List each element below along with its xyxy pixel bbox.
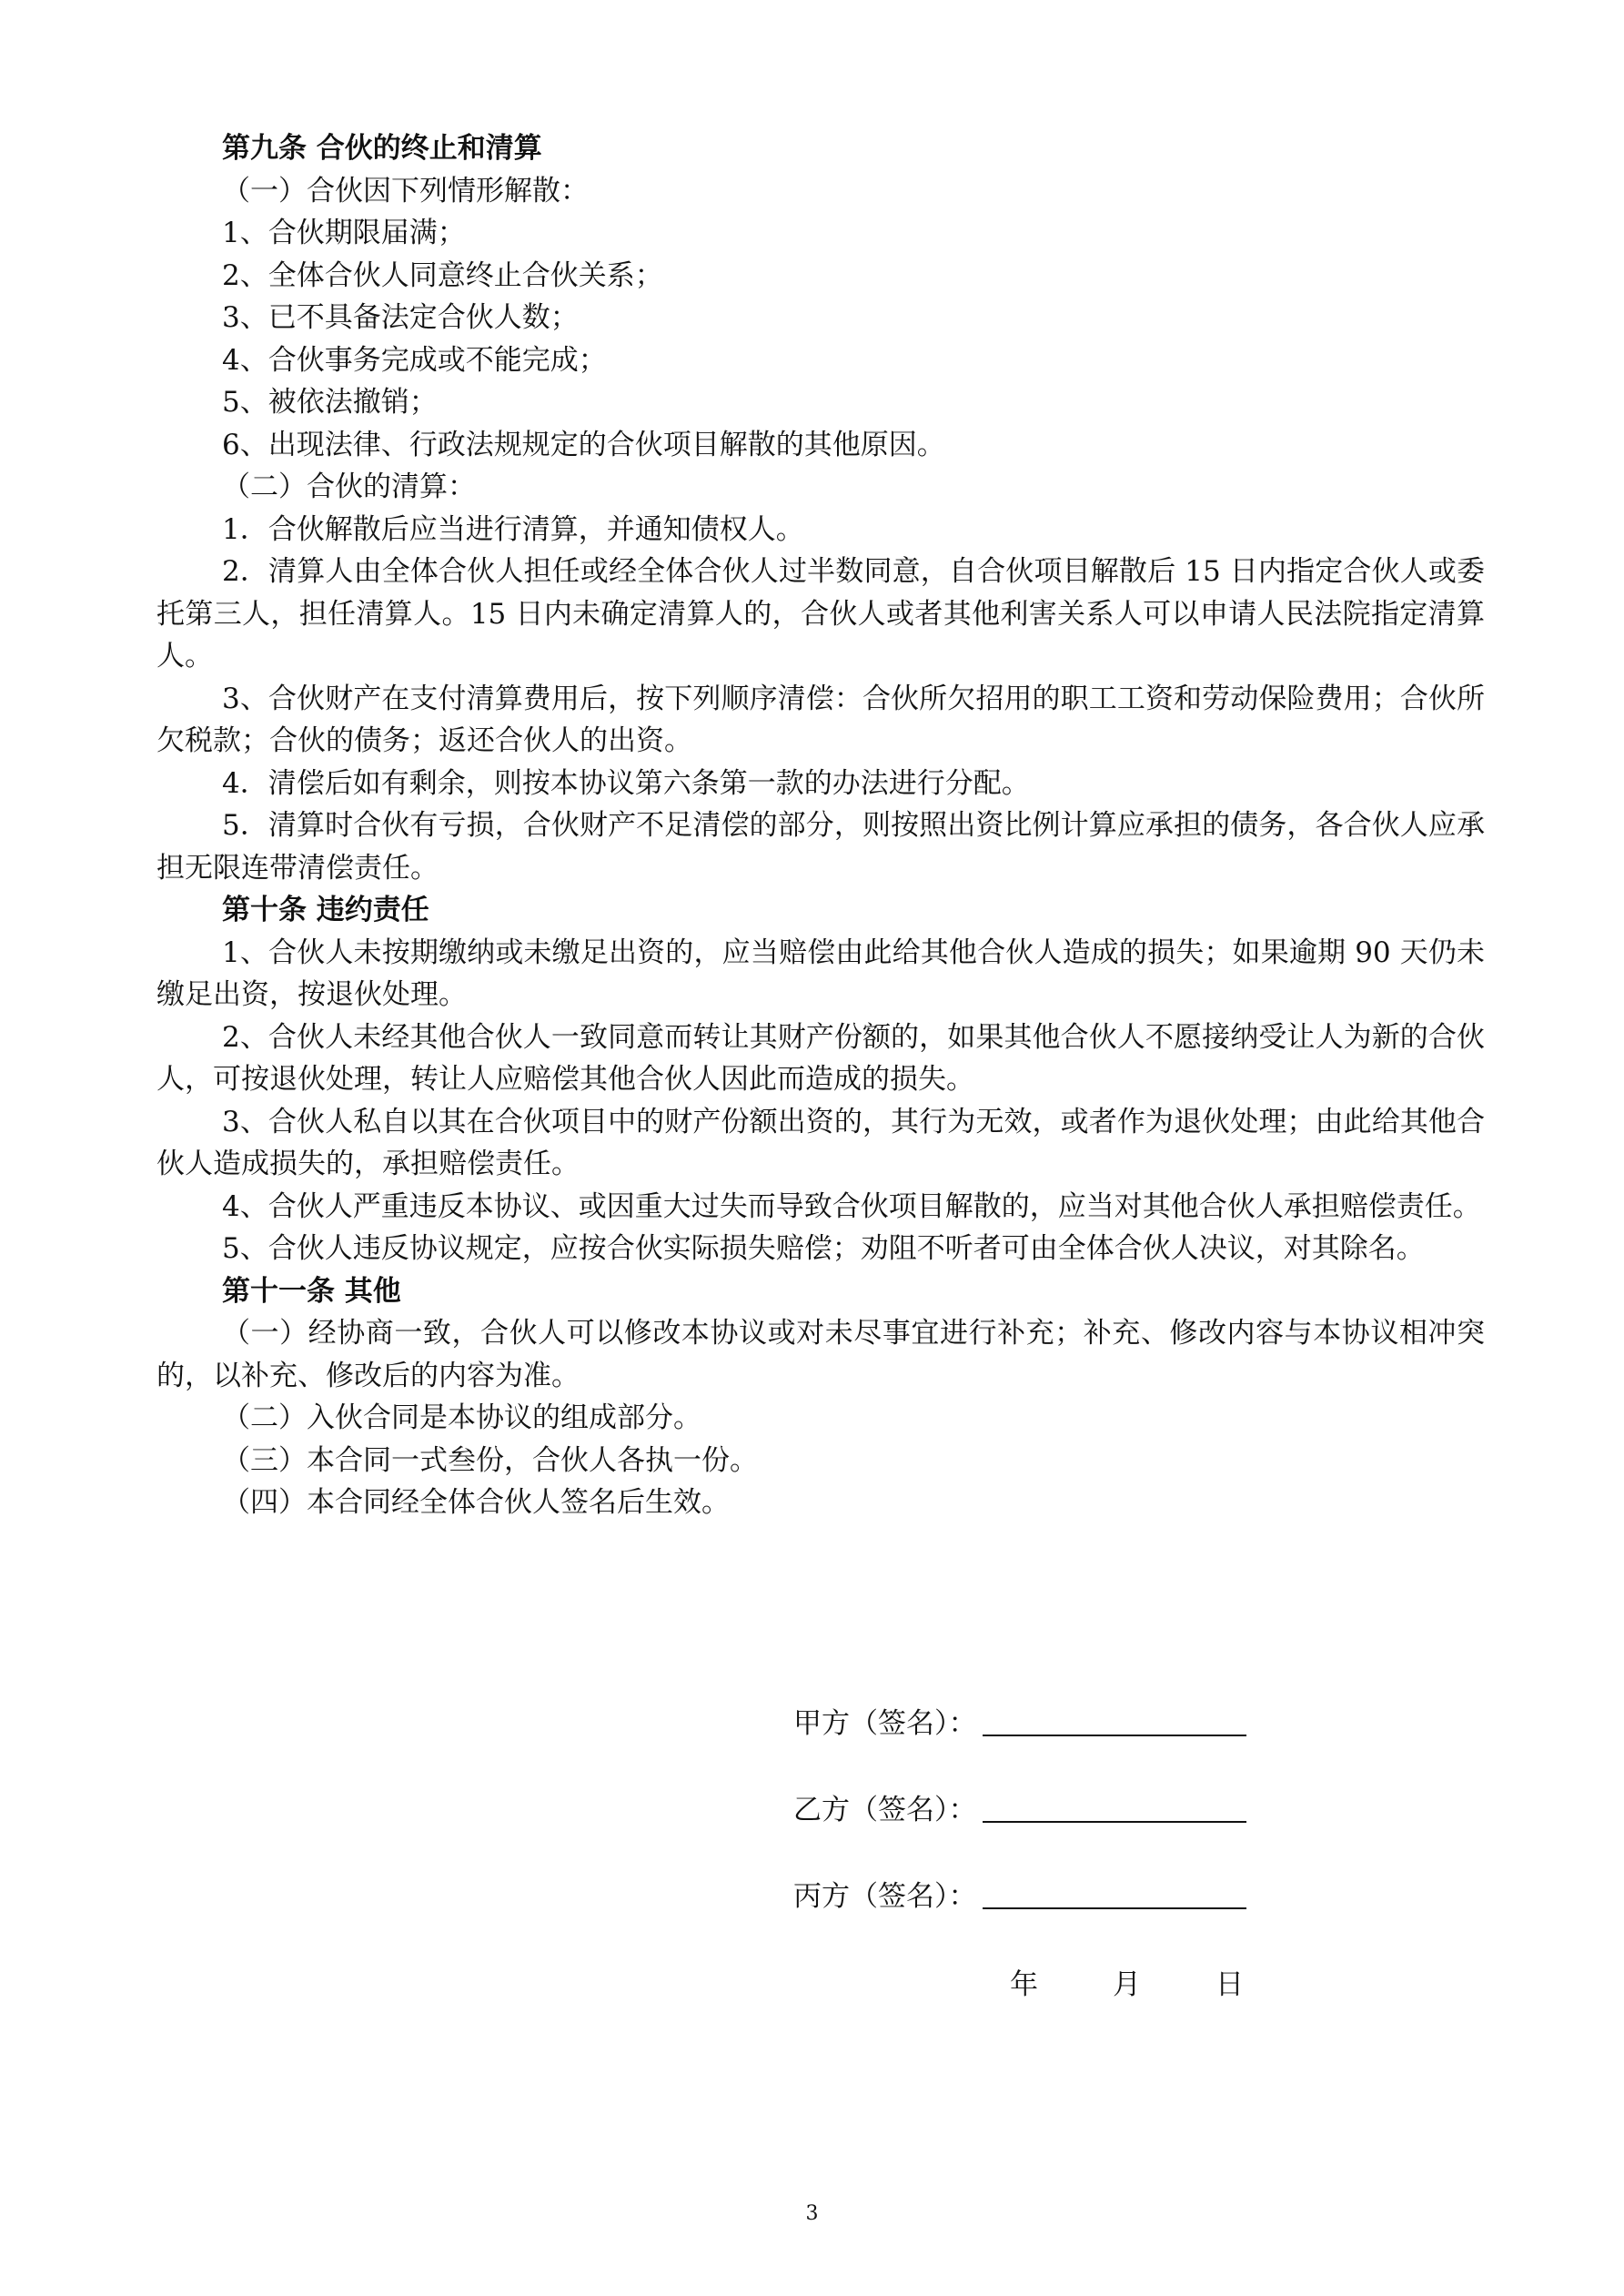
article-9-item: 5．清算时合伙有亏损，合伙财产不足清偿的部分，则按照出资比例计算应承担的债务，各合伙人应承担无限连带清偿责任。 (156, 809, 1485, 885)
article-9-item: 4．清偿后如有剩余，则按本协议第六条第一款的办法进行分配。 (222, 766, 1030, 800)
signing-date (1010, 1961, 1244, 2002)
date-day-label: 日 (1215, 1968, 1244, 2001)
article-9-item: 1．合伙解散后应当进行清算，并通知债权人。 (222, 512, 804, 546)
signature-row-party-c (793, 1873, 1339, 1959)
signature-row-party-a (793, 1700, 1339, 1786)
article-10-item: 1、合伙人未按期缴纳或未缴足出资的，应当赔偿由此给其他合伙人造成的损失；如果逾期 90 天仍未缴足出资，按退伙处理。 (156, 936, 1485, 1011)
date-year-label: 年 (1010, 1968, 1038, 2001)
article-11-heading: 第十一条 其他 (222, 1274, 401, 1308)
article-11-item: （二）入伙合同是本协议的组成部分。 (222, 1401, 701, 1434)
document-body (156, 127, 1485, 1524)
article-9-item: 2．清算人由全体合伙人担任或经全体合伙人过半数同意，自合伙项目解散后 15 日内指定合伙人或委托第三人，担任清算人。15 日内未确定清算人的，合伙人或者其他利害关系人可以申请人民法院指定清算人。 (156, 555, 1485, 673)
date-month-label: 月 (1113, 1968, 1141, 2001)
signature-row-party-b (793, 1786, 1339, 1873)
party-a-signature-line[interactable] (983, 1700, 1246, 1736)
article-9-item: 2、全体合伙人同意终止合伙关系； (222, 258, 663, 292)
article-10-item: 2、合伙人未经其他合伙人一致同意而转让其财产份额的，如果其他合伙人不愿接纳受让人为新的合伙人，可按退伙处理，转让人应赔偿其他合伙人因此而造成的损失。 (156, 1020, 1485, 1096)
article-9-heading: 第九条 合伙的终止和清算 (222, 132, 542, 165)
article-10-heading: 第十条 违约责任 (222, 894, 429, 926)
page-number: 3 (805, 2202, 819, 2225)
article-9-item: （一）合伙因下列情形解散： (222, 174, 589, 207)
article-9-item: 1、合伙期限届满； (222, 217, 466, 249)
party-c-signature-label: 丙方（签名）： (793, 1880, 977, 1913)
article-10-item: 4、合伙人严重违反本协议、或因重大过失而导致合伙项目解散的，应当对其他合伙人承担赔偿责任。 (222, 1189, 1481, 1223)
article-9-item: 5、被依法撤销； (222, 386, 438, 419)
article-9-item: 3、合伙财产在支付清算费用后，按下列顺序清偿：合伙所欠招用的职工工资和劳动保险费用；合伙所欠税款；合伙的债务；返还合伙人的出资。 (156, 682, 1485, 757)
party-c-signature-line[interactable] (983, 1873, 1246, 1909)
party-a-signature-label: 甲方（签名）： (793, 1707, 977, 1740)
article-9-item: 3、已不具备法定合伙人数； (222, 301, 579, 334)
party-b-signature-label: 乙方（签名）： (793, 1794, 977, 1826)
article-10-item: 3、合伙人私自以其在合伙项目中的财产份额出资的，其行为无效，或者作为退伙处理；由此给其他合伙人造成损失的，承担赔偿责任。 (156, 1105, 1485, 1180)
article-11-item: （四）本合同经全体合伙人签名后生效。 (222, 1486, 730, 1519)
signature-block (793, 1700, 1339, 1959)
article-11-item: （一）经协商一致，合伙人可以修改本协议或对未尽事宜进行补充；补充、修改内容与本协议相冲突的，以补充、修改后的内容为准。 (156, 1317, 1485, 1392)
party-b-signature-line[interactable] (983, 1786, 1246, 1823)
article-9-item: 6、出现法律、行政法规规定的合伙项目解散的其他原因。 (222, 428, 945, 461)
article-10-item: 5、合伙人违反协议规定，应按合伙实际损失赔偿；劝阻不听者可由全体合伙人决议，对其除名。 (222, 1232, 1425, 1265)
article-9-item: 4、合伙事务完成或不能完成； (222, 343, 607, 377)
article-11-item: （三）本合同一式叁份，合伙人各执一份。 (222, 1443, 758, 1477)
article-9-item: （二）合伙的清算： (222, 470, 476, 503)
